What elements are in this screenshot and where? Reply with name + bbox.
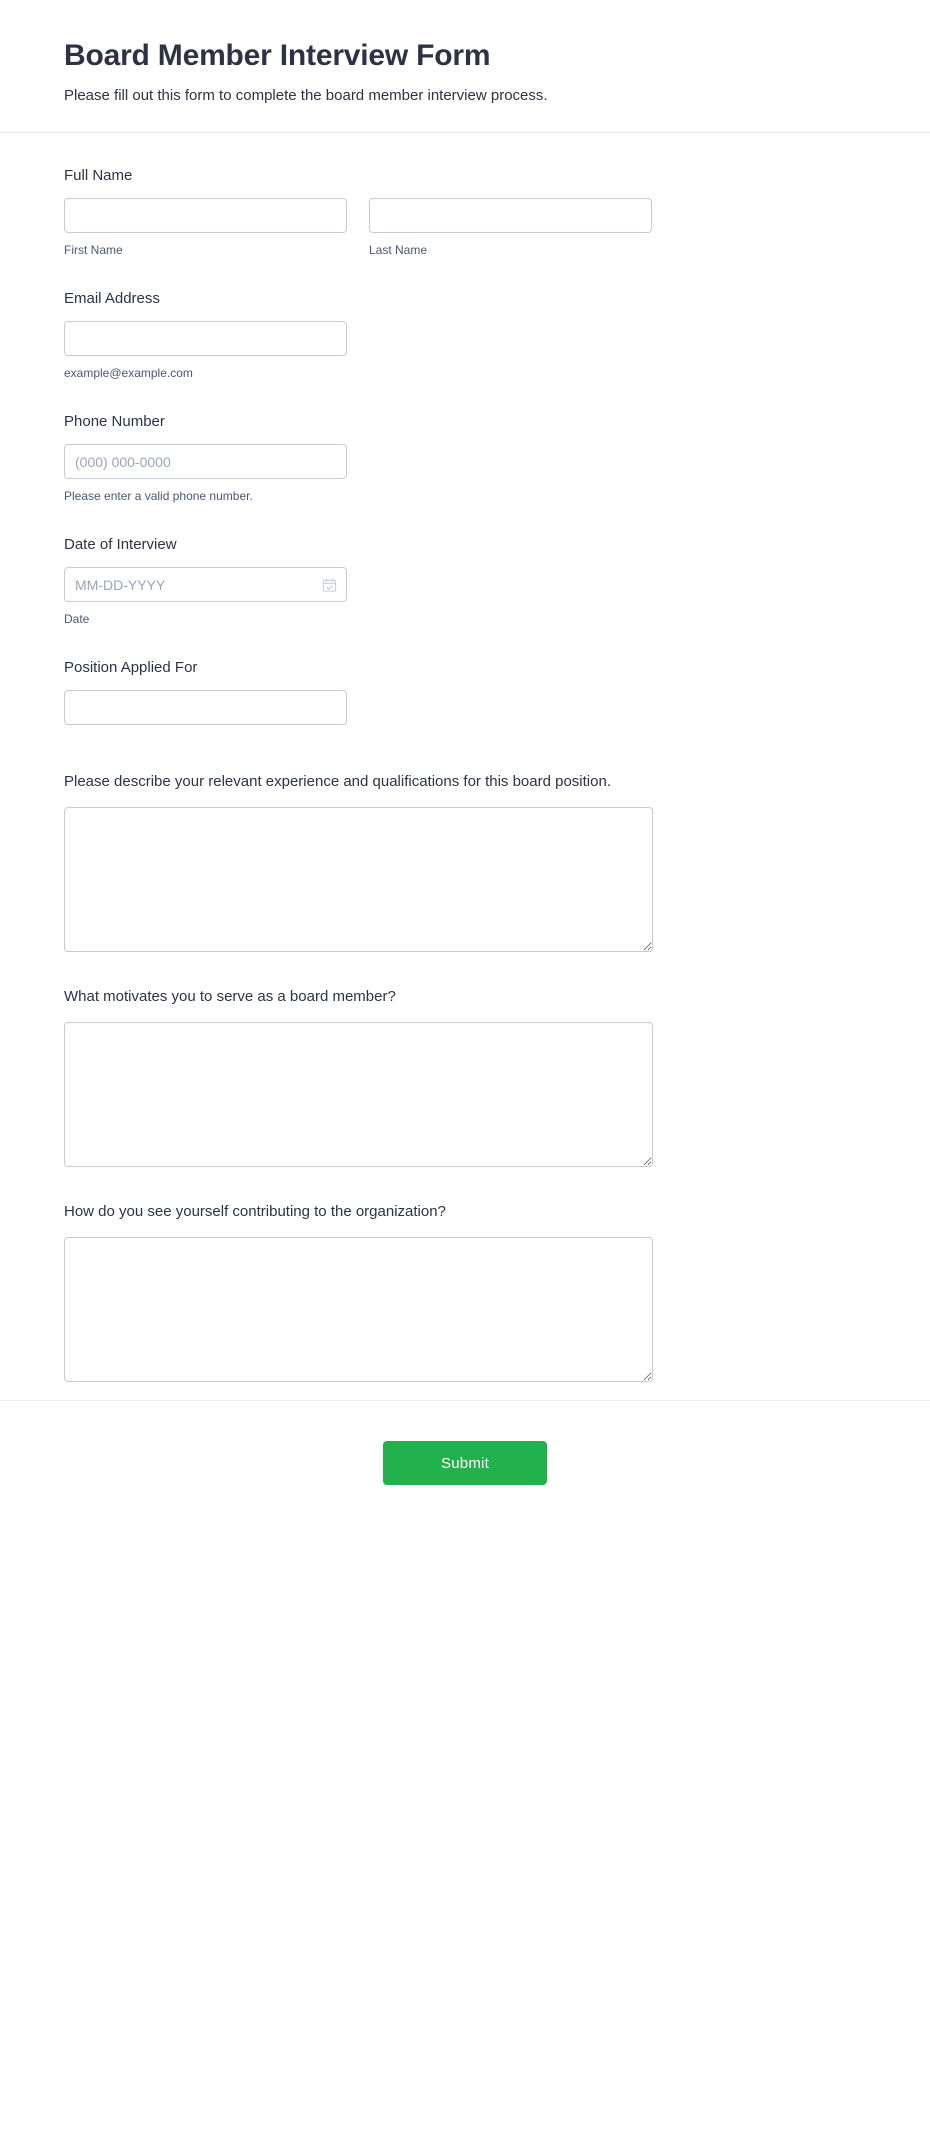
last-name-sublabel: Last Name — [369, 243, 428, 257]
motivation-textarea[interactable] — [64, 1022, 653, 1167]
email-label: Email Address — [64, 290, 160, 307]
submit-button[interactable]: Submit — [383, 1441, 547, 1485]
date-sublabel: Date — [64, 612, 90, 626]
phone-sublabel: Please enter a valid phone number. — [64, 489, 253, 503]
page-title: Board Member Interview Form — [64, 39, 491, 72]
motivation-question-label: What motivates you to serve as a board member? — [64, 988, 396, 1005]
experience-textarea[interactable] — [64, 807, 653, 952]
full-name-row — [64, 198, 866, 258]
date-input[interactable] — [64, 567, 347, 602]
position-input-wrap — [64, 690, 347, 725]
email-input[interactable] — [64, 321, 347, 356]
field-group-full-name — [64, 165, 866, 258]
date-label: Date of Interview — [64, 536, 177, 553]
first-name-sublabel: First Name — [64, 243, 123, 257]
form-footer — [0, 1401, 930, 1485]
contribution-textarea[interactable] — [64, 1237, 653, 1382]
field-group-position — [64, 657, 866, 725]
full-name-label: Full Name — [64, 167, 133, 184]
email-sublabel: example@example.com — [64, 366, 193, 380]
field-group-date — [64, 534, 866, 627]
contribution-question-label: How do you see yourself contributing to the organization? — [64, 1203, 446, 1220]
last-name-column — [369, 198, 652, 258]
phone-input[interactable] — [64, 444, 347, 479]
date-input-wrap — [64, 567, 347, 602]
first-name-column — [64, 198, 347, 258]
phone-label: Phone Number — [64, 413, 165, 430]
experience-question-label: Please describe your relevant experience and qualifications for this board position. — [64, 773, 611, 790]
question-group-motivation — [64, 986, 866, 1167]
question-group-contribution — [64, 1201, 866, 1382]
position-input[interactable] — [64, 690, 347, 725]
email-input-wrap — [64, 321, 347, 356]
position-label: Position Applied For — [64, 659, 198, 676]
field-group-phone — [64, 411, 866, 504]
form-header — [0, 0, 930, 132]
form-subtitle: Please fill out this form to complete the board member interview process. — [64, 87, 548, 104]
form-body — [0, 133, 930, 1382]
first-name-input[interactable] — [64, 198, 347, 233]
question-group-experience — [64, 771, 866, 952]
field-group-email — [64, 288, 866, 381]
last-name-input[interactable] — [369, 198, 652, 233]
phone-input-wrap — [64, 444, 347, 479]
